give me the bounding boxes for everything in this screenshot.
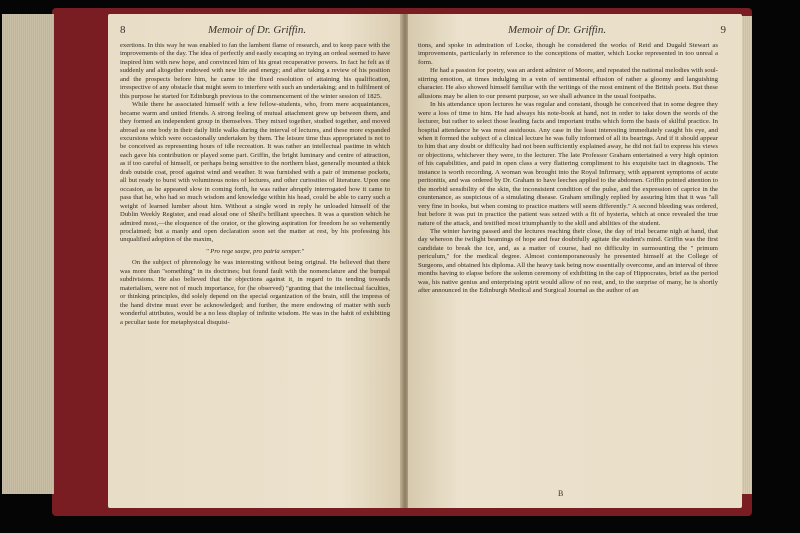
left-page-stack (2, 14, 54, 494)
right-body-text (418, 42, 718, 296)
right-page-stack (742, 16, 752, 494)
paragraph: While there he associated himself with a few fellow-students, who, from mere acquaintances, became warm and united friends. A strong feeling of mutual attachment grew up between them, and they formed an independent group in themselves. They mixed together, studied together, and moved abroad as one body in their daily little walks during the interval of lectures, and these more expanded excursions which were occasionally undertaken by them. The leisure time thus appropriated is not to be conceived as representing hours of idle recreation. It was rather an intellectual pastime in which each gave his contribution or played some part. Griffin, the bright luminary and centre of attraction, as if too careful of himself, or perhaps being sensitive to the northern blast, generally mounted a thick drab outside coat, proof against wind and weather. It was furnished with a pair of immense pockets, all but ready to burst with voluminous notes of lectures, and other curiosities of literature. Upon one occasion, as he appeared slow in coming forth, he was rather abruptly interrogated how it came to pass that he, who had so much wisdom and knowledge within his head, could be able to carry such a weight of learned lumber about him. Without a single word in reply he unloaded himself of the Dublin Weekly Register, and read aloud one of Sheil's brilliant speeches. It was a question which he admired most,—the eloquence of the orator, or the glowing aspiration for freedom he so vehemently proclaimed; but a manly and open declaration soon set the matter at rest, by his professing his unqualified adoption of the maxim, (120, 101, 390, 244)
signature-mark: B (558, 489, 564, 498)
left-running-head: Memoir of Dr. Griffin. (208, 24, 307, 36)
right-running-head: Memoir of Dr. Griffin. (508, 24, 607, 36)
paragraph: exertions. In this way he was enabled to fan the lambent flame of research, and to keep pace with the improvements of the day. The idea of perfectly and easily escaping so trying an ordeal seemed to have inspired him with new hope, and convinced him of his great recuperative powers. In fact he felt as if suddenly and altogether endowed with new life and energy; and after taking a review of his position and the prospects before him, he came to the fixed resolution of attaining his qualification, irrespective of any obstacle that might seem to interfere with such an undertaking; and in fulfilment of this purpose he started for Edinburgh previous to the commencement of the winter session of 1825. (120, 42, 390, 100)
quote: " Pro rege saepe, pro patria semper." (205, 247, 305, 255)
left-page-number: 8 (120, 24, 126, 36)
left-page (108, 14, 400, 508)
paragraph: In his attendance upon lectures he was regular and constant, though he conceived that in some degree they were a loss of time to him. He had always his note-book at hand, not in order to take down the words of the lecturer, but rather to select those leading facts and important truths which form the basis of skilful practice. In hospital attendance he was most assiduous. Any case in the least interesting immediately caught his eye, and when it formed the subject of a clinical lecture he was fully informed of all its bearings. And if it should appear to him that any doubt or difficulty had not been sufficiently explained away, he did not fail to express his views or objections, whichever they were, to the lecturer. The late Professor Graham entertained a very high opinion of his capabilities, and paid in open class a very flattering compliment to his exquisite tact in diagnosis. The instance is worth recording. A woman was brought into the Royal Infirmary, with apparent symptoms of acute peritonitis, and was ordered by Dr. Graham to have leeches applied to the abdomen. Griffin pointed attention to the morbid sensibility of the skin, the inconsistent condition of the pulse, and the expression of caprice in the countenance, as suspicious of a simulating disease. Graham smilingly replied by assuring him that it was "all very fine in books, but when coming to practice matters will seem differently." A second bleeding was ordered, but before it was put in practice the patient was seized with a fit of hysteria, which at once revealed the true nature of the attack, and testified most triumphantly to the skill and abilities of the student. (418, 101, 718, 227)
right-page-number: 9 (720, 24, 726, 36)
paragraph: He had a passion for poetry, was an ardent admirer of Moore, and repeated the national melodies with soul-stirring emotion, at times indulging in a vein of sentimental effusion of rather a gloomy and languishing character. He also showed himself familiar with the writings of the most eminent of the British poets. But these allusions may be alien to our present purpose, so we shall advance in the usual footpaths. (418, 67, 718, 100)
paragraph: The winter having passed and the lectures reaching their close, the day of trial became nigh at hand, that day whereon the twilight beamings of hope and fear doubtfully agitate the student's mind. Griffin was the first candidate to break the ice, and, as a matter of course, had no difficulty in surmounting the " primum periculum," for the medical degree. Almost contemporaneously he presented himself at the College of Surgeons, and obtained his diploma. All the heavy task being now essentially overcome, and an interval of three months having to elapse before the solemn ceremony of exhibiting in the cap of Hippocrates, brief as the period was, his native genius and enterprising spirit would allow of no rest, and, to the surprise of many, he is shortly after announced in the Edinburgh Medical and Surgical Journal as the author of an (418, 227, 718, 295)
left-body-text (120, 42, 390, 327)
paragraph: On the subject of phrenology he was interesting without being original. He believed that there was more than "something" in its doctrines; but found fault with the nomenclature and the bumpal subdivisions. He also believed that the objections against it, in regard to its tending towards materialism, were not of much importance, for (he observed) "granting that the intellectual faculties, or thinking principles, did solely depend on the special organization of the brain, still the impress of the hand divine must ever be acknowledged; and further, the mere endowing of matter with such wonderful attributes, would be a no less display of infinite wisdom. He was in the habit of exhibiting a peculiar taste for metaphysical disquisi- (120, 259, 390, 326)
right-page (408, 14, 742, 508)
paragraph: tions, and spoke in admiration of Locke, though he considered the works of Reid and Dugald Stewart as improvements, particularly in reference to the conceptions of matter, which Locke represented in too unreal a form. (418, 42, 718, 66)
